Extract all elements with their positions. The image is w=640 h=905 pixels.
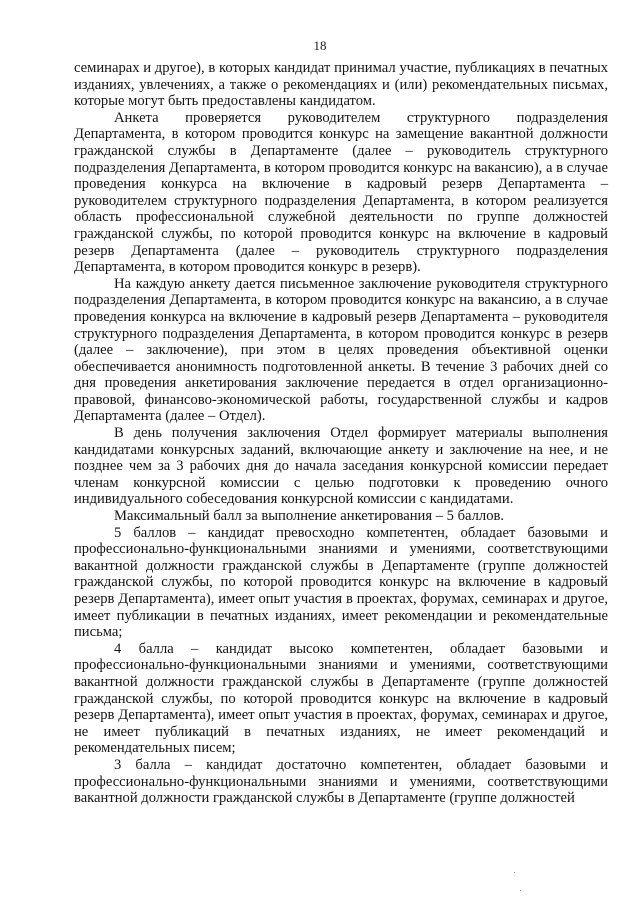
paragraph-score-3: 3 балла – кандидат достаточно компетентен, обладает базовыми и профессионально-функциональными знаниями и умениями, соответствующими вакантной должности гражданской службы в Департаменте (группе должностей [74, 756, 608, 807]
paragraph-continuation: семинарах и другое), в которых кандидат принимал участие, публикациях в печатных изданиях, увлечениях, а также о рекомендациях и (или) рекомендательных письмах, которые могут быть предоставлены кандидатом. [74, 60, 608, 110]
document-body [74, 60, 608, 807]
paragraph-materials-transfer: В день получения заключения Отдел формирует материалы выполнения кандидатами конкурсных заданий, включающие анкету и заключение на нее, и не позднее чем за 3 рабочих дня до начала заседания конкурсной комиссии передает членам конкурсной комиссии с целью подготовки к проведению очного индивидуального собеседования конкурсной комиссии с кандидатами. [74, 425, 608, 508]
page-number: 18 [313, 38, 327, 53]
paragraph-written-conclusion: На каждую анкету дается письменное заключение руководителя структурного подразделения Департамента, в котором проводится конкурс на вакансию, а в случае проведения конкурса на включение в кадровый резерв Департамента – руководителя структурного подразделения Департамента, в котором проводится конкурс в резерв (далее – заключение), при этом в целях проведения объективной оценки обеспечивается анонимность подготовленной анкеты. В течение 3 рабочих дней со дня проведения анкетирования заключение передается в отдел организационно-правовой, финансово-экономической работы, государственной службы и кадров Департамента (далее – Отдел). [74, 275, 608, 425]
paragraph-max-score: Максимальный балл за выполнение анкетирования – 5 баллов. [114, 508, 505, 525]
paragraph-score-4: 4 балла – кандидат высоко компетентен, обладает базовыми и профессионально-функциональными знаниями и умениями, соответствующими вакантной должности гражданской службы в Департаменте (группе должностей гражданской службы, по которой проводится конкурс на включение в кадровый резерв Департамента), имеет опыт участия в проектах, форумах, семинарах и другое, не имеет публикаций в печатных изданиях, не имеет рекомендаций и рекомендательных писем; [74, 640, 608, 757]
scan-speck [514, 872, 515, 873]
scan-speck [520, 890, 521, 891]
paragraph-questionnaire-review: Анкета проверяется руководителем структурного подразделения Департамента, в котором проводится конкурс на замещение вакантной должности гражданской службы в Департаменте (далее – руководитель структурного подразделения Департамента, в котором проводится конкурс на вакансию), а в случае проведения конкурса на включение в кадровый резерв Департамента – руководителем структурного подразделения Департамента, в котором реализуется область профессиональной служебной деятельности по группе должностей гражданской службы, по которой проводится конкурс на включение в кадровый резерв Департамента (далее – руководитель структурного подразделения Департамента, в котором проводится конкурс в резерв). [74, 109, 608, 276]
paragraph-score-5: 5 баллов – кандидат превосходно компетентен, обладает базовыми и профессионально-функциональными знаниями и умениями, соответствующими вакантной должности гражданской службы в Департаменте (группе должностей гражданской службы, по которой проводится конкурс на включение в кадровый резерв Департамента), имеет опыт участия в проектах, форумах, семинарах и другое, имеет публикации в печатных изданиях, имеет рекомендации и рекомендательные письма; [74, 524, 608, 641]
